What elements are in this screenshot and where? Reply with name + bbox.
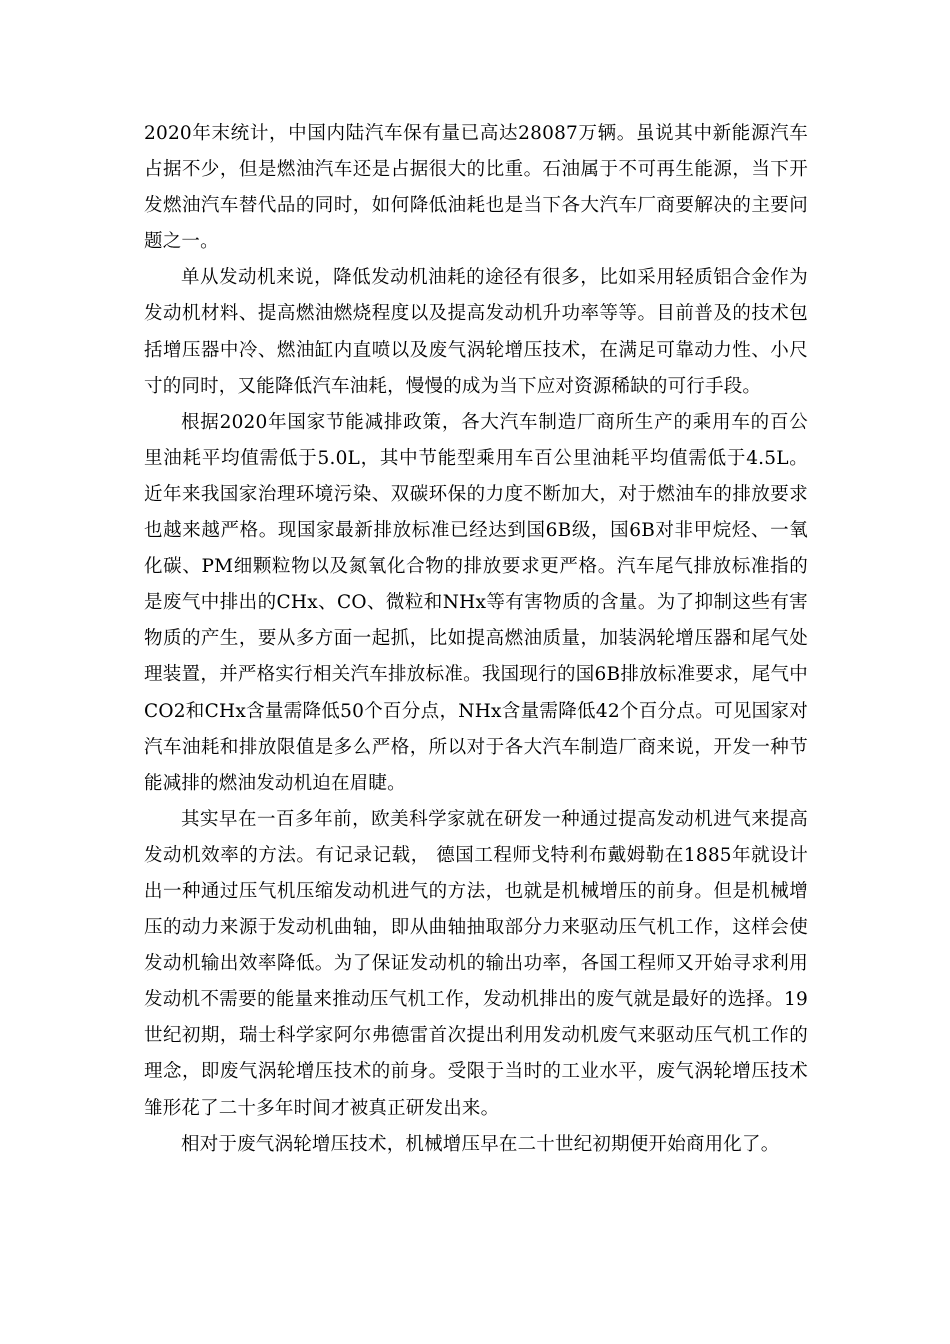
paragraph-supercharger-commercialization: 相对于废气涡轮增压技术，机械增压早在二十世纪初期便开始商用化了。	[181, 1133, 780, 1155]
paragraph-turbocharger-history: 其实早在一百多年前，欧美科学家就在研发一种通过提高发动机进气来提高发动机效率的方法。有记录记载， 德国工程师戈特利布戴姆勒在1885年就设计出一种通过压气机压缩发动机进气的方法，也就是机械增压的前身。但是机械增压的动力来源于发动机曲轴，即从曲轴抽取部分力来驱动压气机工作，这样会使发动机输出效率降低。为了保证发动机的输出功率，各国工程师又开始寻求利用发动机不需要的能量来推动压气机工作，发动机排出的废气就是最好的选择。19世纪初期，瑞士科学家阿尔弗德雷首次提出利用发动机废气来驱动压气机工作的理念，即废气涡轮增压技术的前身。受限于当时的工业水平，废气涡轮增压技术雏形花了二十多年时间才被真正研发出来。	[144, 808, 808, 1119]
paragraph-vehicle-ownership: 2020年末统计，中国内陆汽车保有量已高达28087万辆。虽说其中新能源汽车占据不少，但是燃油汽车还是占据很大的比重。石油属于不可再生能源，当下开发燃油汽车替代品的同时，如何降低油耗也是当下各大汽车厂商要解决的主要问题之一。	[144, 123, 808, 253]
paragraph-fuel-reduction-methods: 单从发动机来说，降低发动机油耗的途径有很多，比如采用轻质铝合金作为发动机材料、提高燃油燃烧程度以及提高发动机升功率等等。目前普及的技术包括增压器中冷、燃油缸内直喷以及废气涡轮增压技术，在满足可靠动力性、小尺寸的同时，又能降低汽车油耗，慢慢的成为当下应对资源稀缺的可行手段。	[144, 267, 808, 397]
paragraph-emission-standards: 根据2020年国家节能减排政策，各大汽车制造厂商所生产的乘用车的百公里油耗平均值需低于5.0L，其中节能型乘用车百公里油耗平均值需低于4.5L。近年来我国家治理环境污染、双碳环保的力度不断加大，对于燃油车的排放要求也越来越严格。现国家最新排放标准已经达到国6B级，国6B对非甲烷烃、一氧化碳、PM细颗粒物以及氮氧化合物的排放要求更严格。汽车尾气排放标准指的是废气中排出的CHx、CO、微粒和NHx等有害物质的含量。为了抑制这些有害物质的产生，要从多方面一起抓，比如提高燃油质量，加装涡轮增压器和尾气处理装置，并严格实行相关汽车排放标准。我国现行的国6B排放标准要求，尾气中CO2和CHx含量需降低50个百分点，NHx含量需降低42个百分点。可见国家对汽车油耗和排放限值是多么严格，所以对于各大汽车制造厂商来说，开发一种节能减排的燃油发动机迫在眉睫。	[144, 411, 808, 794]
document-body	[144, 116, 808, 1163]
